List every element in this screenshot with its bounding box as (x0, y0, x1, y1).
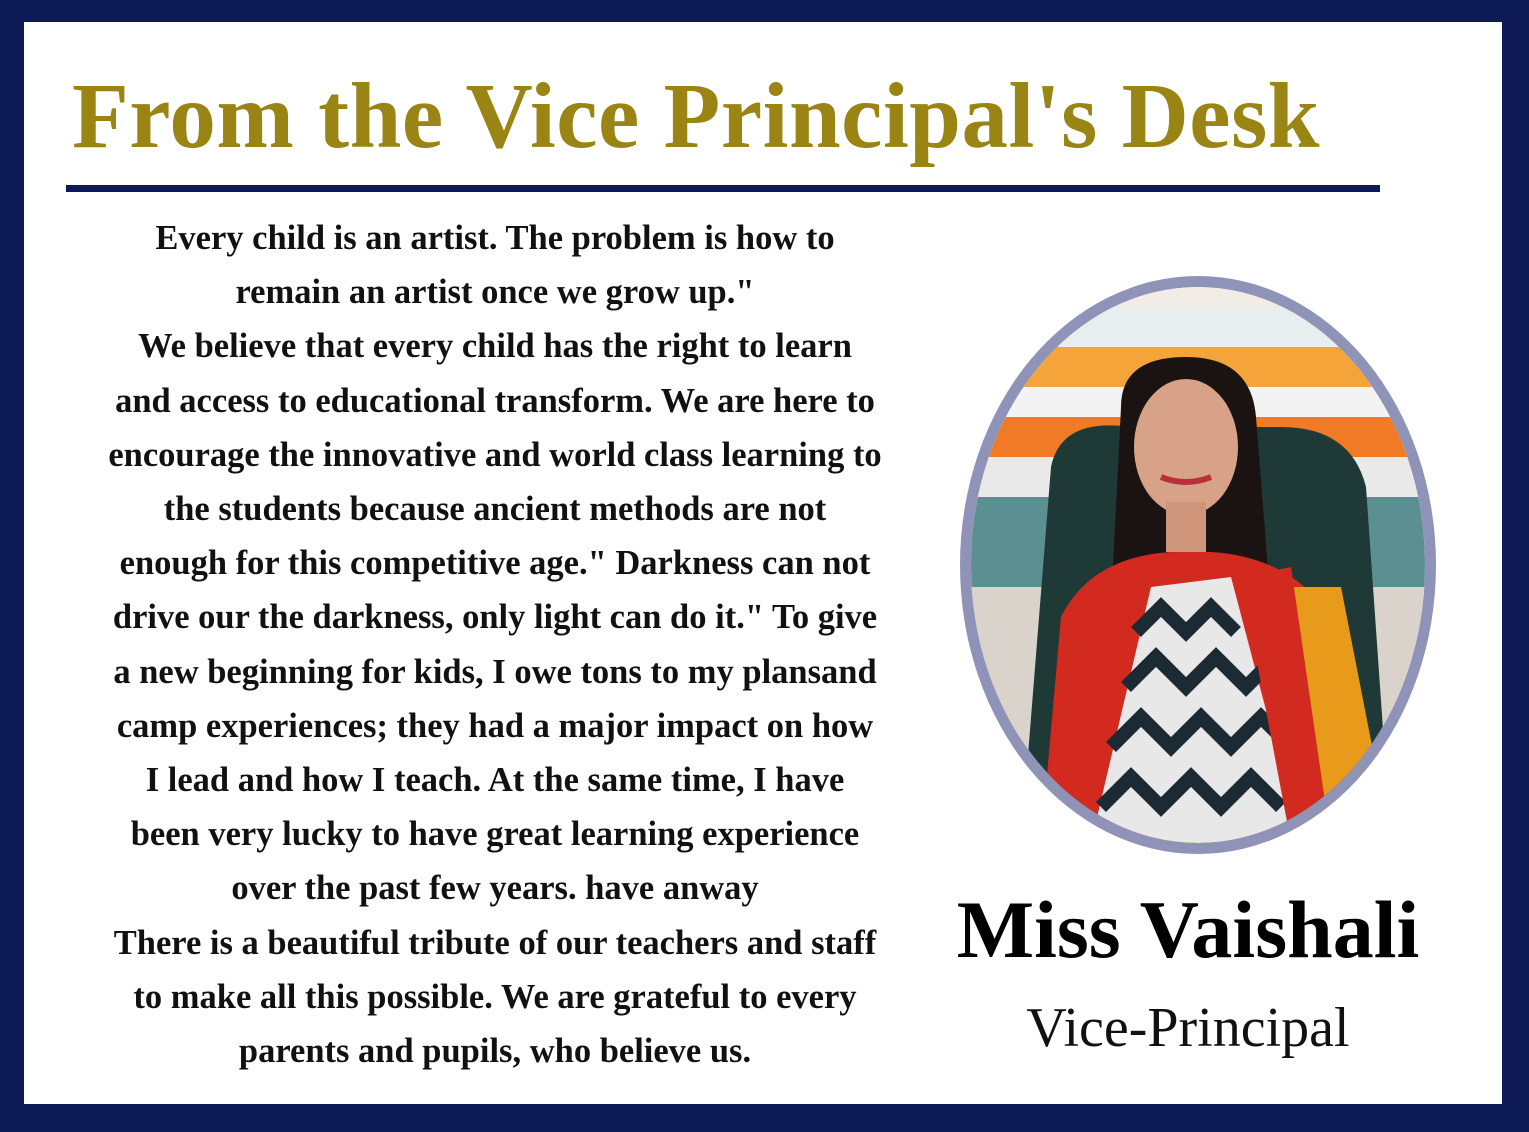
message-line: We believe that every child has the right to learn (138, 327, 852, 366)
page-title: From the Vice Principal's Desk (72, 65, 1320, 168)
message-line: There is a beautiful tribute of our teachers and staff (113, 923, 877, 962)
message-line: a new beginning for kids, I owe tons to my plansand (113, 652, 877, 691)
message-line: the students because ancient methods are not (163, 490, 827, 529)
message-line: been very lucky to have great learning experience (130, 815, 860, 854)
message-line: remain an artist once we grow up." (235, 273, 755, 312)
portrait-illustration (971, 287, 1425, 843)
person-role: Vice-Principal (1026, 997, 1350, 1059)
title-underline (66, 185, 1380, 192)
message-line: Every child is an artist. The problem is how to (155, 219, 835, 257)
message-line: enough for this competitive age." Darkness can not (119, 544, 871, 583)
message-line: I lead and how I teach. At the same time, I have (145, 761, 845, 800)
message-line: encourage the innovative and world class learning to (108, 435, 882, 474)
message-body (60, 211, 930, 1078)
message-line: and access to educational transform. We are here to (115, 381, 875, 420)
message-line: over the past few years. have anway (231, 869, 759, 908)
message-line: to make all this possible. We are grateful to every (133, 977, 857, 1016)
portrait-photo (960, 276, 1436, 854)
message-line: parents and pupils, who believe us. (238, 1032, 752, 1071)
person-name: Miss Vaishali (956, 884, 1420, 975)
message-line: drive our the darkness, only light can do it." To give (112, 598, 878, 637)
message-line: camp experiences; they had a major impact on how (116, 706, 874, 745)
